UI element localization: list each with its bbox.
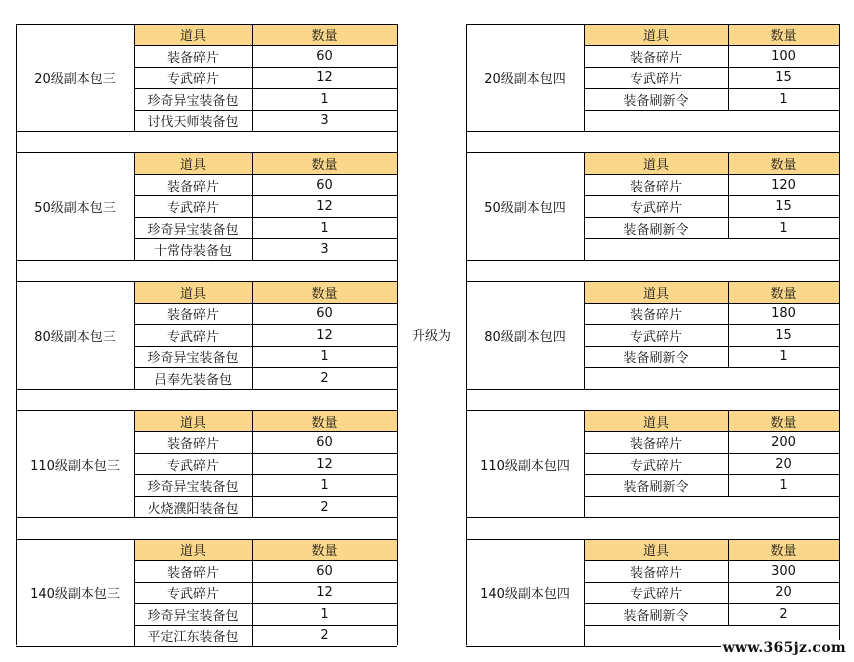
left-item-name: 专武碎片	[134, 582, 252, 604]
right-item-header: 道具	[584, 410, 728, 432]
right-item-qty: 100	[728, 46, 839, 68]
right-item-header: 道具	[584, 24, 728, 46]
right-qty-header: 数量	[728, 410, 839, 432]
left-item-qty: 12	[252, 196, 397, 218]
left-item-header: 道具	[134, 539, 252, 561]
right-item-qty: 200	[728, 432, 839, 454]
right-item-name: 装备碎片	[584, 561, 728, 583]
left-item-qty: 2	[252, 625, 397, 647]
right-item-name: 装备碎片	[584, 303, 728, 325]
left-qty-header: 数量	[252, 24, 397, 46]
left-item-qty: 2	[252, 368, 397, 390]
left-qty-header: 数量	[252, 153, 397, 175]
right-item-qty: 1	[728, 346, 839, 368]
right-pack-name: 20级副本包四	[466, 24, 584, 132]
left-item-name: 装备碎片	[134, 561, 252, 583]
right-item-qty: 15	[728, 67, 839, 89]
watermark: www.365jz.com	[722, 640, 846, 656]
right-item-qty: 120	[728, 174, 839, 196]
right-item-name: 装备碎片	[584, 46, 728, 68]
left-item-name: 珍奇异宝装备包	[134, 346, 252, 368]
left-item-qty: 1	[252, 346, 397, 368]
left-item-qty: 3	[252, 110, 397, 132]
left-item-name: 珍奇异宝装备包	[134, 217, 252, 239]
left-qty-header: 数量	[252, 410, 397, 432]
right-item-name: 专武碎片	[584, 453, 728, 475]
left-item-qty: 2	[252, 496, 397, 518]
left-item-qty: 12	[252, 453, 397, 475]
left-item-qty: 1	[252, 89, 397, 111]
right-pack-name: 50级副本包四	[466, 153, 584, 261]
left-qty-header: 数量	[252, 539, 397, 561]
right-item-qty: 1	[728, 217, 839, 239]
left-item-qty: 12	[252, 582, 397, 604]
left-item-qty: 12	[252, 325, 397, 347]
left-item-qty: 60	[252, 174, 397, 196]
right-pack-name: 80级副本包四	[466, 282, 584, 390]
left-item-name: 装备碎片	[134, 432, 252, 454]
left-item-name: 珍奇异宝装备包	[134, 89, 252, 111]
right-item-qty: 2	[728, 604, 839, 626]
right-item-qty: 20	[728, 582, 839, 604]
left-item-name: 十常侍装备包	[134, 239, 252, 261]
right-item-name: 专武碎片	[584, 582, 728, 604]
right-qty-header: 数量	[728, 282, 839, 304]
left-item-name: 珍奇异宝装备包	[134, 604, 252, 626]
left-item-qty: 60	[252, 303, 397, 325]
left-pack-name: 110级副本包三	[16, 410, 134, 518]
left-item-header: 道具	[134, 153, 252, 175]
right-item-name: 专武碎片	[584, 196, 728, 218]
left-item-name: 珍奇异宝装备包	[134, 475, 252, 497]
right-item-header: 道具	[584, 539, 728, 561]
right-item-name: 装备碎片	[584, 174, 728, 196]
right-item-qty: 20	[728, 453, 839, 475]
right-item-header: 道具	[584, 153, 728, 175]
left-pack-name: 50级副本包三	[16, 153, 134, 261]
left-item-qty: 1	[252, 475, 397, 497]
left-item-qty: 12	[252, 67, 397, 89]
right-item-qty: 1	[728, 89, 839, 111]
right-pack-name: 110级副本包四	[466, 410, 584, 518]
left-item-qty: 1	[252, 604, 397, 626]
left-item-name: 装备碎片	[134, 46, 252, 68]
left-item-name: 讨伐天师装备包	[134, 110, 252, 132]
right-item-qty: 1	[728, 475, 839, 497]
left-item-qty: 60	[252, 432, 397, 454]
right-item-name: 专武碎片	[584, 325, 728, 347]
left-pack-name: 20级副本包三	[16, 24, 134, 132]
left-item-name: 专武碎片	[134, 67, 252, 89]
left-item-header: 道具	[134, 282, 252, 304]
right-item-name: 装备刷新令	[584, 346, 728, 368]
right-item-qty: 300	[728, 561, 839, 583]
left-item-qty: 3	[252, 239, 397, 261]
right-item-name: 装备刷新令	[584, 217, 728, 239]
right-item-name: 装备刷新令	[584, 89, 728, 111]
left-item-name: 专武碎片	[134, 453, 252, 475]
right-item-name: 装备刷新令	[584, 604, 728, 626]
left-qty-header: 数量	[252, 282, 397, 304]
right-qty-header: 数量	[728, 153, 839, 175]
right-qty-header: 数量	[728, 24, 839, 46]
left-item-header: 道具	[134, 24, 252, 46]
left-item-qty: 60	[252, 561, 397, 583]
right-qty-header: 数量	[728, 539, 839, 561]
right-item-header: 道具	[584, 282, 728, 304]
left-item-name: 专武碎片	[134, 325, 252, 347]
upgrade-label: 升级为	[398, 318, 465, 350]
right-item-name: 装备碎片	[584, 432, 728, 454]
left-pack-name: 80级副本包三	[16, 282, 134, 390]
left-pack-name: 140级副本包三	[16, 539, 134, 647]
left-item-name: 装备碎片	[134, 174, 252, 196]
right-item-qty: 180	[728, 303, 839, 325]
left-item-name: 专武碎片	[134, 196, 252, 218]
left-item-name: 火烧濮阳装备包	[134, 496, 252, 518]
left-item-qty: 60	[252, 46, 397, 68]
right-item-name: 装备刷新令	[584, 475, 728, 497]
left-item-name: 装备碎片	[134, 303, 252, 325]
left-item-header: 道具	[134, 410, 252, 432]
left-item-qty: 1	[252, 217, 397, 239]
right-item-qty: 15	[728, 325, 839, 347]
right-pack-name: 140级副本包四	[466, 539, 584, 647]
left-item-name: 吕奉先装备包	[134, 368, 252, 390]
left-item-name: 平定江东装备包	[134, 625, 252, 647]
right-item-qty: 15	[728, 196, 839, 218]
right-item-name: 专武碎片	[584, 67, 728, 89]
